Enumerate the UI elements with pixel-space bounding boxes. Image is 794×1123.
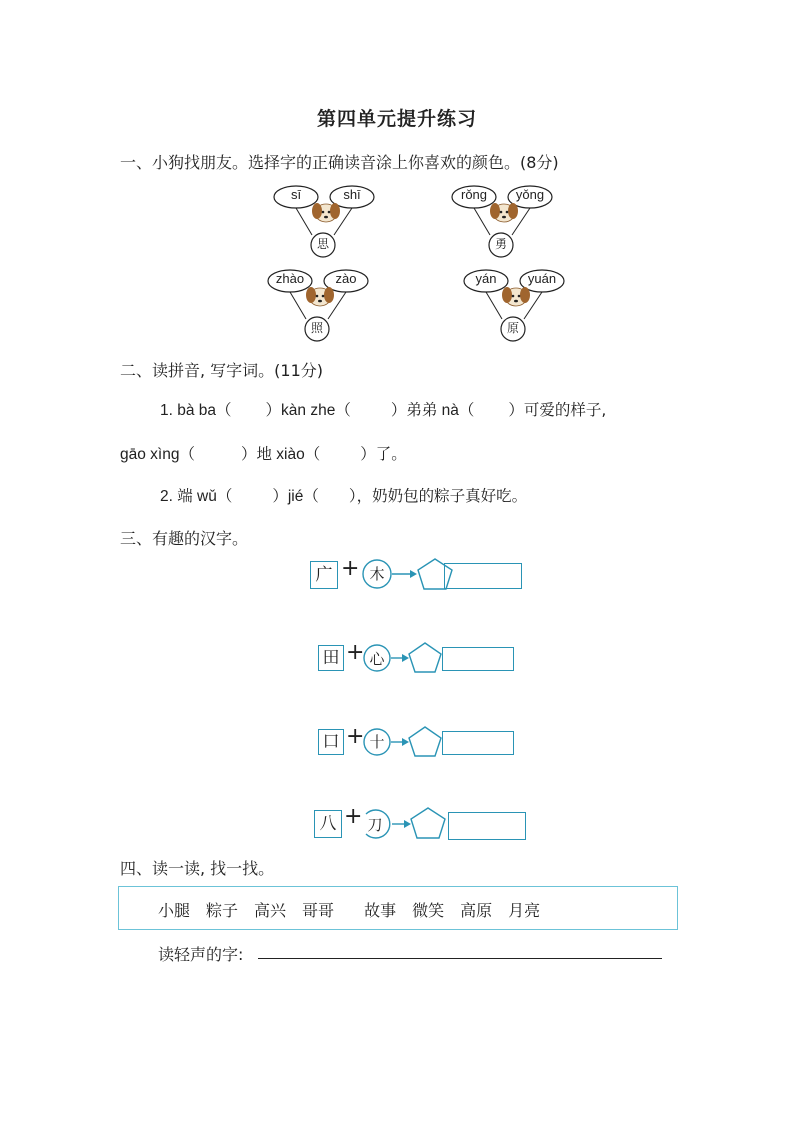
word-item: 高兴 <box>254 901 287 920</box>
word-item: 月亮 <box>508 901 541 920</box>
dog-character: 思 <box>316 237 329 251</box>
dog-group-4 <box>462 267 572 342</box>
pinyin-text: ）kàn zhe（ <box>265 402 351 419</box>
character-equation-3 <box>318 726 528 762</box>
pinyin-line-3 <box>160 484 527 506</box>
section-2-heading: 二、读拼音, 写字词。(11分) <box>120 361 324 380</box>
character-equation-2 <box>318 642 528 678</box>
answer-box[interactable] <box>444 563 522 589</box>
section-1-heading: 一、小狗找朋友。选择字的正确读音涂上你喜欢的颜色。(8分) <box>120 153 559 172</box>
pinyin-option-right[interactable]: yuán <box>527 271 557 286</box>
word-item: 小腿 <box>158 901 191 920</box>
component-box: 广 <box>310 561 338 589</box>
word-item: 哥哥 <box>302 901 335 920</box>
pinyin-option-left[interactable]: rǒng <box>460 187 488 202</box>
pinyin-text: ）地 xiào（ <box>240 446 321 463</box>
pinyin-text: ），奶奶包的粽子真好吃。 <box>348 487 528 505</box>
section-4-heading: 四、读一读, 找一找。 <box>120 859 275 878</box>
pinyin-text: ）可爱的样子, <box>508 401 607 419</box>
component-circle: 十 <box>369 733 385 751</box>
plus-sign: + <box>344 804 363 829</box>
component-circle: 木 <box>369 565 385 583</box>
pinyin-text: 1. bà ba（ <box>160 402 232 419</box>
pinyin-text: gāo xìng（ <box>120 446 195 463</box>
component-circle: 刀 <box>367 816 383 834</box>
dog-group-3 <box>266 267 376 342</box>
word-list <box>158 898 540 921</box>
pinyin-line-1 <box>160 398 606 420</box>
plus-sign: + <box>346 640 365 665</box>
pinyin-text: ）弟弟 nà（ <box>390 402 475 419</box>
component-box: 田 <box>318 645 344 671</box>
word-item: 粽子 <box>206 901 239 920</box>
dog-group-1 <box>272 183 382 258</box>
pinyin-text: ）了。 <box>360 445 407 463</box>
word-item: 高原 <box>460 901 493 920</box>
component-box: 口 <box>318 729 344 755</box>
answer-box[interactable] <box>448 812 526 840</box>
character-equation-1 <box>310 558 530 594</box>
read-label: 读轻声的字: <box>158 945 244 964</box>
pinyin-option-left[interactable]: zhào <box>275 271 305 286</box>
pinyin-option-right[interactable]: yǒng <box>515 187 545 202</box>
word-item: 故事 <box>364 901 397 920</box>
dog-character: 照 <box>310 321 323 335</box>
pinyin-option-left[interactable]: sī <box>290 187 302 202</box>
dog-character: 原 <box>506 321 519 335</box>
word-item: 微笑 <box>412 901 445 920</box>
plus-sign: + <box>346 724 365 749</box>
pinyin-line-2 <box>120 442 407 464</box>
pinyin-option-right[interactable]: shī <box>343 187 361 202</box>
plus-sign: + <box>341 556 360 581</box>
component-circle: 心 <box>369 650 385 668</box>
pinyin-option-left[interactable]: yán <box>475 271 497 286</box>
pinyin-text: 2. 端 wǔ（ <box>160 488 233 505</box>
dog-character: 勇 <box>494 237 507 251</box>
section-3-heading: 三、有趣的汉字。 <box>120 529 249 548</box>
dog-group-2 <box>450 183 560 258</box>
pinyin-option-right[interactable]: zào <box>335 271 357 286</box>
character-equation-4 <box>314 806 534 842</box>
pinyin-text: ）jié（ <box>272 488 319 505</box>
answer-line[interactable] <box>258 958 662 959</box>
answer-box[interactable] <box>442 731 514 755</box>
answer-box[interactable] <box>442 647 514 671</box>
page-title: 第四单元提升练习 <box>316 108 477 130</box>
component-box: 八 <box>314 810 342 838</box>
